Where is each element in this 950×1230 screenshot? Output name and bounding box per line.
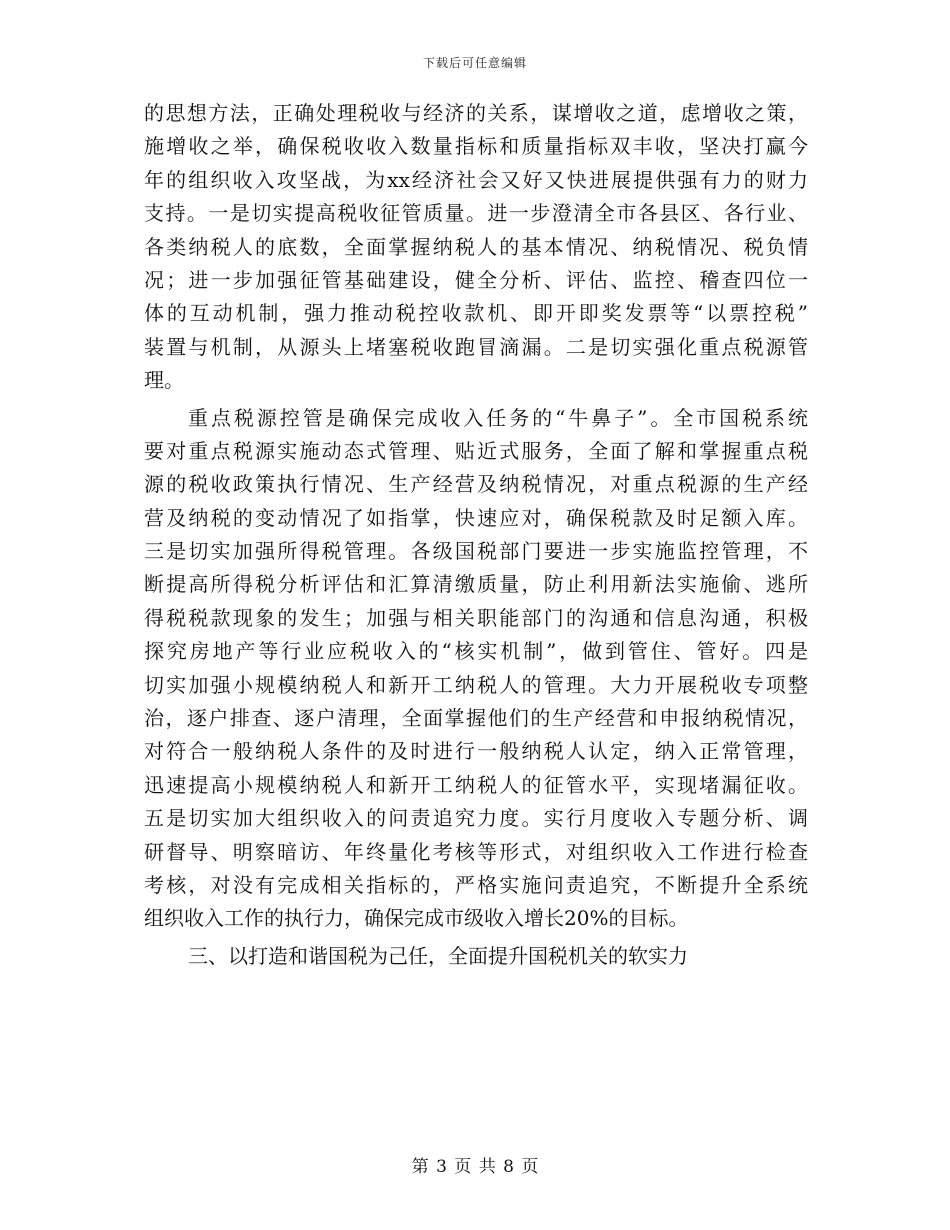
text-line: 各类纳税人的底数，全面掌握纳税人的基本情况、纳税情况、税负情 — [144, 234, 808, 259]
text-line: 年的组织收入攻坚战，为xx经济社会又好又快进展提供强有力的财力 — [144, 167, 808, 192]
text-line: 组织收入工作的执行力，确保完成市级收入增长20%的目标。 — [144, 906, 689, 931]
text-line: 况；进一步加强征管基础建设，健全分析、评估、监控、稽查四位一 — [144, 267, 808, 292]
text-line: 体的互动机制，强力推动税控收款机、即开即奖发票等“以票控税” — [144, 301, 808, 326]
page-footer: 第 3 页 共 8 页 — [411, 1157, 539, 1177]
text-line: 五是切实加大组织收入的问责追究力度。实行月度收入专题分析、调 — [144, 806, 808, 831]
text-line: 理。 — [144, 368, 184, 393]
text-line: 重点税源控管是确保完成收入任务的“牛鼻子”。全市国税系统 — [188, 405, 808, 430]
text-line: 断提高所得税分析评估和汇算清缴质量，防止利用新法实施偷、逃所 — [144, 572, 808, 597]
text-line: 装置与机制，从源头上堵塞税收跑冒滴漏。二是切实强化重点税源管 — [144, 334, 808, 359]
section-heading — [144, 944, 808, 969]
page-header: 下载后可任意编辑 — [422, 56, 527, 70]
text-line: 对符合一般纳税人条件的及时进行一般纳税人认定，纳入正常管理， — [144, 739, 808, 764]
text-line: 的思想方法，正确处理税收与经济的关系，谋增收之道，虑增收之策， — [144, 101, 808, 125]
text-line: 得税税款现象的发生；加强与相关职能部门的沟通和信息沟通，积极 — [144, 605, 808, 630]
text-line: 支持。一是切实提高税收征管质量。进一步澄清全市各县区、各行业、 — [144, 201, 808, 226]
paragraph-2 — [144, 406, 808, 932]
text-line: 施增收之举，确保税收收入数量指标和质量指标双丰收，坚决打赢今 — [144, 134, 808, 159]
heading-text: 三、以打造和谐国税为己任，全面提升国税机关的软实力 — [188, 943, 688, 968]
text-line: 治，逐户排查、逐户清理，全面掌握他们的生产经营和申报纳税情况， — [144, 706, 808, 731]
paragraph-1 — [144, 101, 808, 393]
text-line: 源的税收政策执行情况、生产经营及纳税情况，对重点税源的生产经 — [144, 472, 808, 497]
document-body — [144, 101, 808, 977]
text-line: 要对重点税源实施动态式管理、贴近式服务，全面了解和掌握重点税 — [144, 438, 808, 463]
text-line: 三是切实加强所得税管理。各级国税部门要进一步实施监控管理，不 — [144, 539, 808, 564]
text-line: 迅速提高小规模纳税人和新开工纳税人的征管水平，实现堵漏征收。 — [144, 772, 808, 797]
text-line: 探究房地产等行业应税收入的“核实机制”，做到管住、管好。四是 — [144, 639, 808, 664]
text-line: 研督导、明察暗访、年终量化考核等形式，对组织收入工作进行检查 — [144, 839, 808, 864]
text-line: 营及纳税的变动情况了如指掌，快速应对，确保税款及时足额入库。 — [144, 505, 808, 530]
text-line: 考核，对没有完成相关指标的，严格实施问责追究，不断提升全系统 — [144, 872, 808, 897]
text-line: 切实加强小规模纳税人和新开工纳税人的管理。大力开展税收专项整 — [144, 672, 808, 697]
